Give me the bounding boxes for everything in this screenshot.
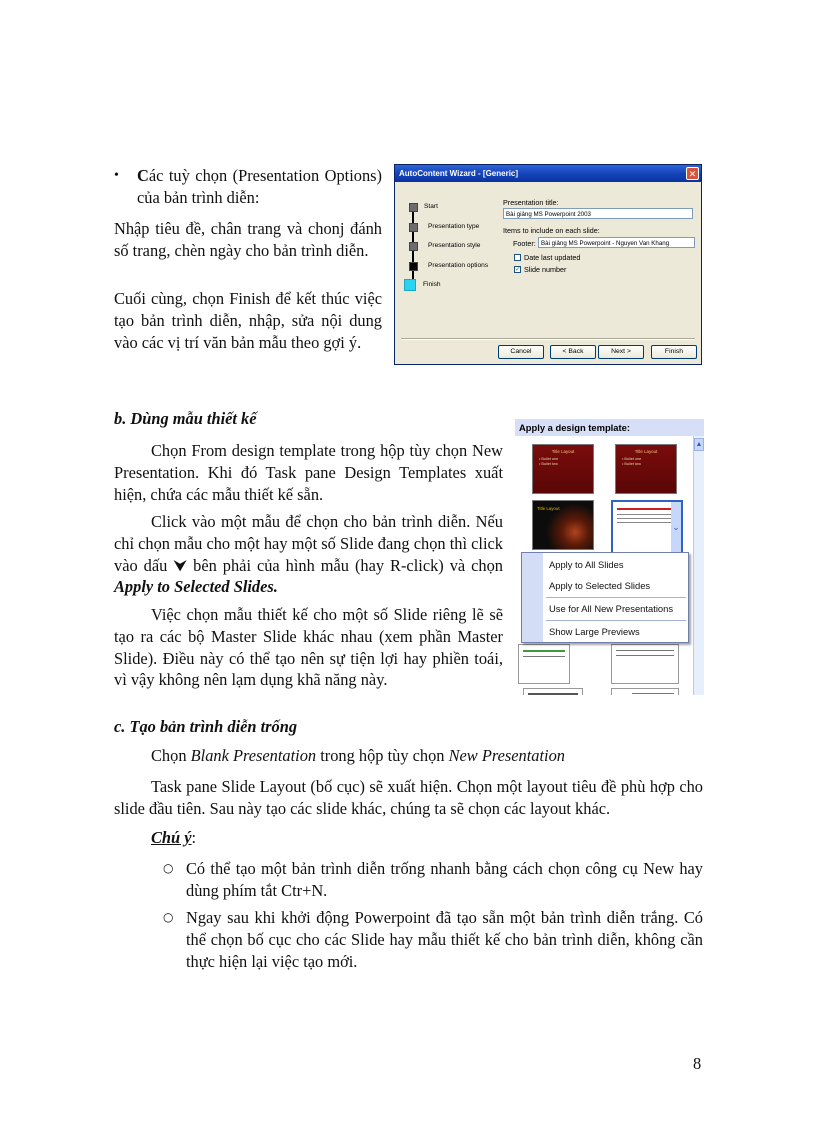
step-marker-start <box>409 203 418 212</box>
bullet-icon: • <box>114 168 119 183</box>
hollow-bullet-icon: ○ <box>163 910 174 924</box>
cancel-button[interactable]: Cancel <box>498 345 544 359</box>
template-thumb-6[interactable] <box>611 644 679 684</box>
template-thumb-5[interactable] <box>518 644 570 684</box>
menu-use-for-all-new-presentations[interactable]: Use for All New Presentations <box>549 603 674 614</box>
note-label: Chú ý: <box>151 828 197 847</box>
close-icon[interactable]: ✕ <box>686 167 699 180</box>
menu-show-large-previews[interactable]: Show Large Previews <box>549 626 640 637</box>
step-start[interactable]: Start <box>424 203 438 210</box>
autocontent-wizard-dialog <box>394 164 702 365</box>
date-last-updated-checkbox[interactable] <box>514 254 521 261</box>
scroll-up-icon[interactable]: ▲ <box>694 438 704 451</box>
menu-apply-to-selected-slides[interactable]: Apply to Selected Slides <box>549 580 651 591</box>
presentation-title-label: Presentation title: <box>503 198 559 207</box>
step-marker-type <box>409 223 418 232</box>
step-marker-style <box>409 242 418 251</box>
context-menu-stripe <box>522 553 543 642</box>
hollow-bullet-icon: ○ <box>163 861 174 875</box>
footer-label: Footer: <box>513 239 536 248</box>
options-bullet <box>114 165 382 209</box>
step-marker-finish <box>404 279 416 291</box>
context-menu-separator <box>546 597 686 598</box>
section-c-line-1: Chọn Blank Presentation trong hộp tùy chọn New Presentation <box>151 746 565 765</box>
section-b-para-3: Việc chọn mẫu thiết kế cho một số Slide riêng lẽ sẽ tạo ra các bộ Master Slide khác nhau (xem phần Master Slide). Điều này có thể tạo nên sự tiện lợi hay phiền toái, vì vậy không nên lạm dụng khã năng này. <box>114 605 503 690</box>
step-presentation-style[interactable]: Presentation style <box>428 242 481 249</box>
section-b-para-2: Click vào một mẫu để chọn cho bản trình diễn. Nếu chỉ chọn mẫu cho một hay một số Slide đang chọn thì click vào dấu ⮟ bên phải của hình mẫu (hay R-click) và chọn Apply to Selected Slides. <box>114 512 503 597</box>
step-marker-options <box>409 262 418 271</box>
note-item-1: Có thể tạo một bản trình diễn trống nhanh bằng cách chọn công cụ New hay dùng phím tắt Ctr+N. <box>186 859 703 900</box>
template-thumb-2[interactable]: Title Layout • Bullet one • Bullet two <box>615 444 677 494</box>
template-thumb-4-selected[interactable] <box>611 500 683 554</box>
template-thumb-1[interactable]: Title Layout • Bullet one • Bullet two <box>532 444 594 494</box>
step-finish[interactable]: Finish <box>423 281 441 288</box>
context-menu-separator <box>546 620 686 621</box>
wizard-separator <box>401 338 695 340</box>
slide-number-label: Slide number <box>524 265 567 274</box>
section-c-para-2: Task pane Slide Layout (bố cục) sẽ xuất hiện. Chọn một layout tiêu đề phù hợp cho slide đầu tiên. Sau này tạo các slide khác, chúng ta sẽ chọn các layout khác. <box>114 777 703 818</box>
slide-number-checkbox[interactable]: ✓ <box>515 266 521 273</box>
template-thumb-7[interactable] <box>523 688 583 695</box>
menu-apply-to-all-slides[interactable]: Apply to All Slides <box>549 559 624 570</box>
section-b-para-1: Chọn From design template trong hộp tùy chọn New Presentation. Khi đó Task pane Design Templates xuất hiện, chứa các mẫu thiết kế sẵn. <box>114 441 503 504</box>
items-to-include-label: Items to include on each slide: <box>503 226 600 235</box>
page-number: 8 <box>693 1054 702 1073</box>
next-button[interactable]: Next > <box>598 345 644 359</box>
date-last-updated-label: Date last updated <box>524 253 581 262</box>
chevron-down-icon[interactable]: ⌄ <box>671 502 681 552</box>
options-para-2: Cuối cùng, chọn Finish để kết thúc việc tạo bản trình diễn, nhập, sửa nội dung vào các vị trí văn bản mẫu theo gợi ý. <box>114 289 382 352</box>
wizard-title-bar: AutoContent Wizard - [Generic] <box>395 165 701 182</box>
step-presentation-options[interactable]: Presentation options <box>428 262 489 269</box>
template-thumb-3[interactable]: Title Layout <box>532 500 594 550</box>
step-presentation-type[interactable]: Presentation type <box>428 223 480 230</box>
pane-header: Apply a design template: <box>515 419 704 436</box>
pane-scrollbar[interactable] <box>693 436 704 695</box>
finish-button[interactable]: Finish <box>651 345 697 359</box>
template-context-menu <box>521 552 689 643</box>
section-b-heading: b. Dùng mẫu thiết kế <box>114 409 257 428</box>
footer-input[interactable]: Bài giảng MS Powerpoint - Nguyen Van Khang <box>538 237 695 248</box>
section-c-heading: c. Tạo bản trình diễn trống <box>114 717 298 736</box>
note-item-2: Ngay sau khi khởi động Powerpoint đã tạo sẵn một bản trình diễn trắng. Có thể chọn bố cục cho các Slide hay mẫu thiết kế cho bản trình diễn, không cần thực hiện lại việc tạo mới. <box>186 908 703 971</box>
options-para-1: Nhập tiêu đề, chân trang và chonj đánh số trang, chèn ngày cho bản trình diễn. <box>114 219 382 260</box>
back-button[interactable]: < Back <box>550 345 596 359</box>
presentation-title-input[interactable]: Bài giảng MS Powerpoint 2003 <box>503 208 693 219</box>
options-bullet-text: Các tuỳ chọn (Presentation Options) của bản trình diễn: <box>137 166 382 207</box>
template-thumb-8[interactable] <box>611 688 679 695</box>
